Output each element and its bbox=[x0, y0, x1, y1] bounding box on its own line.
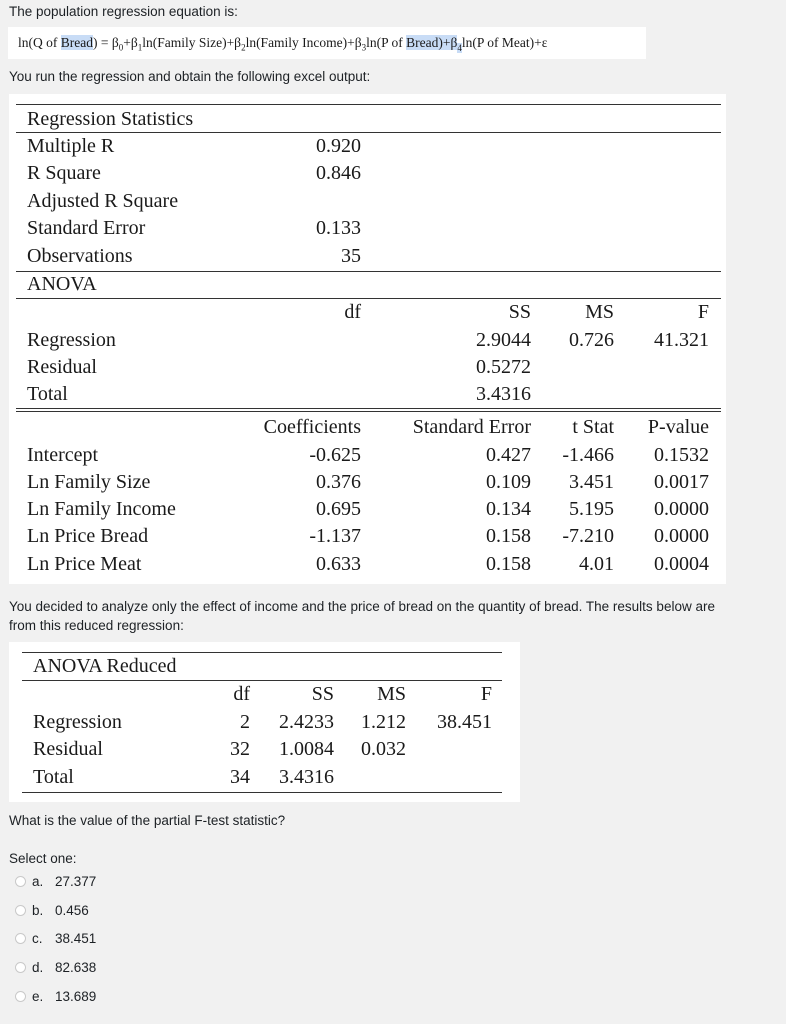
coef-value: -0.625 bbox=[309, 444, 361, 466]
anova-reduced-table bbox=[9, 642, 520, 802]
radio-button[interactable] bbox=[15, 991, 26, 1002]
highlight-bread: Bread bbox=[406, 35, 439, 50]
coef-row-label: Ln Price Meat bbox=[27, 553, 142, 575]
reduced-ss: 3.4316 bbox=[279, 766, 334, 788]
question-text: What is the value of the partial F-test statistic? bbox=[9, 813, 286, 828]
coef-value: 0.695 bbox=[316, 498, 361, 520]
pvalue-value: 0.0017 bbox=[654, 471, 709, 493]
reduced-header-df: df bbox=[233, 683, 250, 705]
pvalue-header: P-value bbox=[647, 416, 709, 438]
radio-button[interactable] bbox=[15, 905, 26, 916]
pvalue-value: 0.0004 bbox=[654, 553, 709, 575]
anova-reduced-title: ANOVA Reduced bbox=[33, 655, 177, 677]
reduced-header-f: F bbox=[480, 683, 492, 705]
anova-header-df: df bbox=[344, 301, 361, 323]
reduced-row-label: Regression bbox=[33, 711, 122, 733]
coef-value: 0.376 bbox=[316, 471, 361, 493]
reduced-header-ms: MS bbox=[377, 683, 406, 705]
reduced-row-label: Residual bbox=[33, 738, 103, 760]
reduced-row-label: Total bbox=[33, 766, 74, 788]
coef-header: Coefficients bbox=[263, 416, 361, 438]
stat-label: Multiple R bbox=[27, 135, 115, 157]
tstat-header: t Stat bbox=[572, 416, 614, 438]
tstat-value: 3.451 bbox=[569, 471, 614, 493]
stat-value: 0.133 bbox=[316, 217, 361, 239]
reduced-f: 38.451 bbox=[437, 711, 492, 733]
intro-text: The population regression equation is: bbox=[9, 4, 238, 19]
stat-label: Adjusted R Square bbox=[27, 190, 179, 212]
radio-button[interactable] bbox=[15, 933, 26, 944]
option-letter: d. bbox=[32, 960, 44, 975]
option-text[interactable]: 0.456 bbox=[55, 903, 89, 918]
tstat-value: -1.466 bbox=[562, 444, 614, 466]
coef-value: 0.633 bbox=[316, 553, 361, 575]
pvalue-value: 0.0000 bbox=[654, 498, 709, 520]
anova-ss: 3.4316 bbox=[476, 383, 531, 405]
option-text[interactable]: 27.377 bbox=[55, 874, 97, 889]
anova-f: 41.321 bbox=[654, 329, 709, 351]
se-value: 0.109 bbox=[486, 471, 531, 493]
reduced-ms: 0.032 bbox=[361, 738, 406, 760]
reduced-df: 2 bbox=[240, 711, 250, 733]
regression-equation: ln(Q of Bread) = $\beta_0+\beta_1\ln(Family$ $Size)+\beta_2\ln(Family$ $Income)+\beta_3\ln(P$ of $Bread)+\beta_4\ln(P$ of Meat)+ε bbox=[8, 27, 646, 59]
anova-row-label: Residual bbox=[27, 356, 97, 378]
option-text[interactable]: 13.689 bbox=[55, 989, 97, 1004]
se-value: 0.427 bbox=[486, 444, 531, 466]
option-letter: e. bbox=[32, 989, 44, 1004]
anova-header-ss: SS bbox=[508, 301, 531, 323]
stat-label: Standard Error bbox=[27, 217, 146, 239]
reduced-df: 34 bbox=[230, 766, 250, 788]
highlight-bread: Bread bbox=[60, 35, 93, 50]
reduced-ss: 1.0084 bbox=[279, 738, 334, 760]
regression-statistics-title: Regression Statistics bbox=[27, 108, 194, 130]
reduced-header-ss: SS bbox=[311, 683, 334, 705]
anova-ss: 0.5272 bbox=[476, 356, 531, 378]
anova-ss: 2.9044 bbox=[476, 329, 531, 351]
option-letter: c. bbox=[32, 931, 43, 946]
option-letter: b. bbox=[32, 903, 44, 918]
stat-label: R Square bbox=[27, 162, 101, 184]
se-header: Standard Error bbox=[412, 416, 531, 438]
tstat-value: 5.195 bbox=[569, 498, 614, 520]
stat-value: 35 bbox=[341, 245, 361, 267]
stat-value: 0.920 bbox=[316, 135, 361, 157]
radio-button[interactable] bbox=[15, 962, 26, 973]
coef-row-label: Ln Family Income bbox=[27, 498, 176, 520]
option-text[interactable]: 82.638 bbox=[55, 960, 97, 975]
select-one-label: Select one: bbox=[9, 851, 77, 866]
coef-row-label: Intercept bbox=[27, 444, 99, 466]
anova-header-f: F bbox=[697, 301, 709, 323]
coef-row-label: Ln Family Size bbox=[27, 471, 151, 493]
option-text[interactable]: 38.451 bbox=[55, 931, 97, 946]
coef-value: -1.137 bbox=[309, 525, 361, 547]
anova-title: ANOVA bbox=[27, 273, 97, 295]
anova-header-ms: MS bbox=[585, 301, 614, 323]
radio-button[interactable] bbox=[15, 876, 26, 887]
stat-value: 0.846 bbox=[316, 162, 361, 184]
reduced-text-line2: from this reduced regression: bbox=[9, 618, 184, 633]
anova-row-label: Total bbox=[27, 383, 68, 405]
tstat-value: -7.210 bbox=[562, 525, 614, 547]
stat-label: Observations bbox=[27, 245, 133, 267]
se-value: 0.158 bbox=[486, 525, 531, 547]
pvalue-value: 0.0000 bbox=[654, 525, 709, 547]
option-letter: a. bbox=[32, 874, 44, 889]
anova-ms: 0.726 bbox=[569, 329, 614, 351]
anova-row-label: Regression bbox=[27, 329, 116, 351]
excel-output-table bbox=[9, 94, 726, 584]
reduced-ms: 1.212 bbox=[361, 711, 406, 733]
reduced-ss: 2.4233 bbox=[279, 711, 334, 733]
coef-row-label: Ln Price Bread bbox=[27, 525, 149, 547]
se-value: 0.134 bbox=[486, 498, 531, 520]
reduced-df: 32 bbox=[230, 738, 250, 760]
reduced-text-line1: You decided to analyze only the effect of income and the price of bread on the quantity of bread. The results below are bbox=[9, 599, 715, 614]
run-text: You run the regression and obtain the following excel output: bbox=[9, 69, 371, 84]
pvalue-value: 0.1532 bbox=[654, 444, 709, 466]
se-value: 0.158 bbox=[486, 553, 531, 575]
tstat-value: 4.01 bbox=[579, 553, 614, 575]
